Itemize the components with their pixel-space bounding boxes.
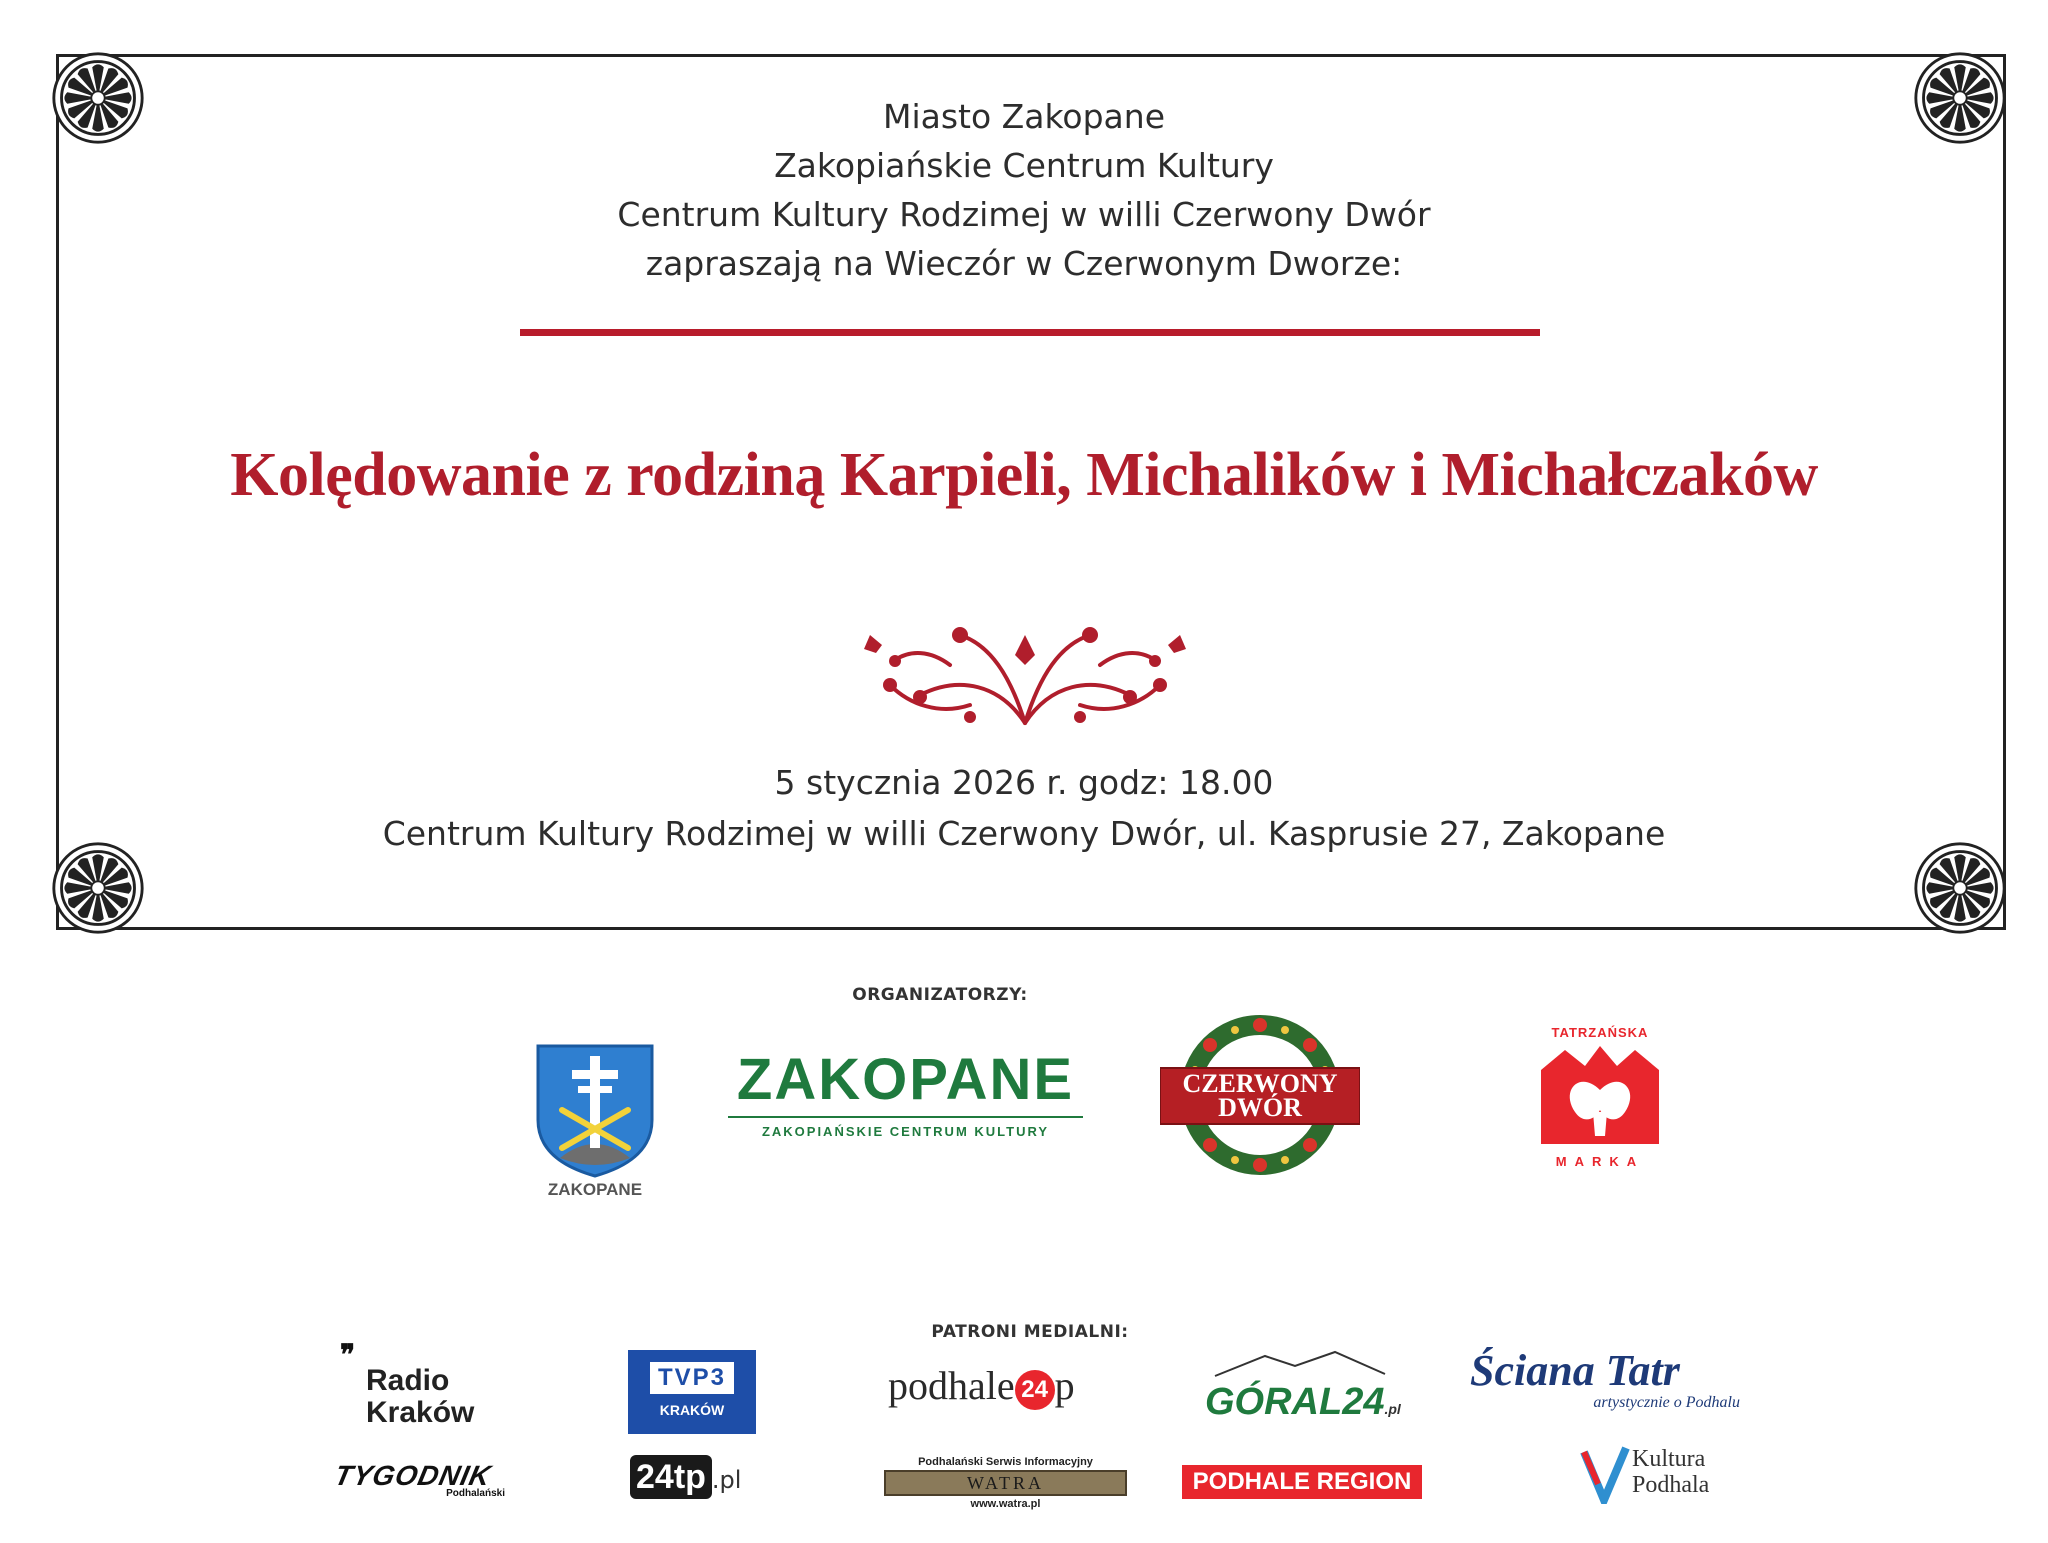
zakopane-crest-logo — [530, 1040, 660, 1200]
podhale-region-logo: PODHALE REGION — [1182, 1465, 1422, 1499]
goral24-tld: .pl — [1384, 1401, 1401, 1417]
crest-icon — [530, 1040, 660, 1200]
kultura-line2: Podhala — [1632, 1472, 1710, 1498]
watra-url: www.watra.pl — [970, 1498, 1041, 1510]
organizers-label: ORGANIZATORZY: — [852, 985, 1028, 1005]
radio-krakow-logo — [340, 1339, 500, 1429]
podhale24-tail: p — [1054, 1363, 1075, 1408]
24tp-main: 24tp — [630, 1455, 712, 1499]
podhale24-number: 24 — [1015, 1370, 1055, 1410]
radio-krakow-line2: Kraków — [366, 1396, 475, 1429]
tygodnik-podhalanski-logo — [331, 1460, 505, 1500]
intro-line-zck: Zakopiańskie Centrum Kultury — [774, 146, 1274, 185]
czerwony-dwor-line1: CZERWONY — [1182, 1069, 1338, 1098]
goral24-name: GÓRAL24 — [1205, 1381, 1385, 1423]
24tp-logo — [630, 1455, 770, 1505]
event-venue: Centrum Kultury Rodzimej w willi Czerwony Dwór, ul. Kasprusie 27, Zakopane — [382, 814, 1666, 853]
tygodnik-name: TYGODNIK — [331, 1460, 495, 1491]
intro-line-ckr: Centrum Kultury Rodzimej w willi Czerwony Dwór — [617, 195, 1431, 234]
kultura-podhala-logo — [1580, 1440, 1730, 1510]
invitation-intro — [0, 92, 2048, 288]
kultura-line1: Kultura — [1632, 1446, 1706, 1472]
intro-line-city: Miasto Zakopane — [882, 97, 1165, 136]
watra-main: WATRA — [884, 1470, 1127, 1496]
tvp3-krakow-logo — [628, 1350, 756, 1434]
zck-name: ZAKOPANE — [736, 1047, 1075, 1112]
sciana-tatr-logo — [1470, 1348, 1740, 1428]
event-title: Kolędowanie z rodziną Karpieli, Michalików i Michałczaków — [230, 441, 1818, 509]
goral24-logo — [1205, 1348, 1405, 1428]
mountain-icon — [1205, 1348, 1405, 1378]
tygodnik-sub: Podhalański — [446, 1488, 505, 1499]
zck-subtitle: ZAKOPIAŃSKIE CENTRUM KULTURY — [761, 1124, 1050, 1139]
zck-logo — [728, 1048, 1083, 1148]
red-divider — [520, 329, 1540, 336]
folk-ornament-icon — [850, 605, 1200, 735]
tvp3-subtitle: KRAKÓW — [659, 1402, 725, 1418]
kultura-podhala-text — [1632, 1446, 1709, 1498]
kultura-mark-icon — [1580, 1444, 1630, 1504]
sciana-tatr-name: Ściana Tatr — [1470, 1346, 1680, 1395]
radio-krakow-line1: Radio — [366, 1364, 450, 1397]
podhale24-logo — [888, 1362, 1128, 1422]
intro-line-invite: zapraszają na Wieczór w Czerwonym Dworze: — [645, 244, 1403, 283]
sciana-tatr-sub: artystycznie o Podhalu — [1593, 1394, 1740, 1411]
zck-rule — [728, 1116, 1083, 1118]
czerwony-dwor-line2: DWÓR — [1218, 1093, 1302, 1122]
czerwony-dwor-logo — [1160, 1010, 1360, 1180]
podhale24-main: podhale — [888, 1363, 1015, 1408]
tatrzanska-marka-logo — [1535, 1025, 1665, 1175]
watra-logo — [878, 1456, 1133, 1512]
media-patrons-label: PATRONI MEDIALNI: — [931, 1322, 1129, 1342]
event-date: 5 stycznia 2026 r. godz: 18.00 — [774, 763, 1274, 802]
goral24-text — [1205, 1382, 1405, 1429]
quote-icon: ❞ — [340, 1339, 356, 1370]
tvp3-text: TVP3 — [650, 1362, 734, 1394]
24tp-tld: .pl — [711, 1466, 742, 1494]
czerwony-dwor-text — [1160, 1069, 1360, 1122]
marka-top-text: TATRZAŃSKA — [1551, 1025, 1649, 1040]
watra-top: Podhalański Serwis Informacyjny — [918, 1456, 1093, 1468]
marka-bottom-text: MARKA — [1555, 1154, 1645, 1169]
crest-caption: ZAKOPANE — [547, 1180, 643, 1199]
event-details — [0, 757, 2048, 859]
marka-icon — [1535, 1040, 1665, 1150]
